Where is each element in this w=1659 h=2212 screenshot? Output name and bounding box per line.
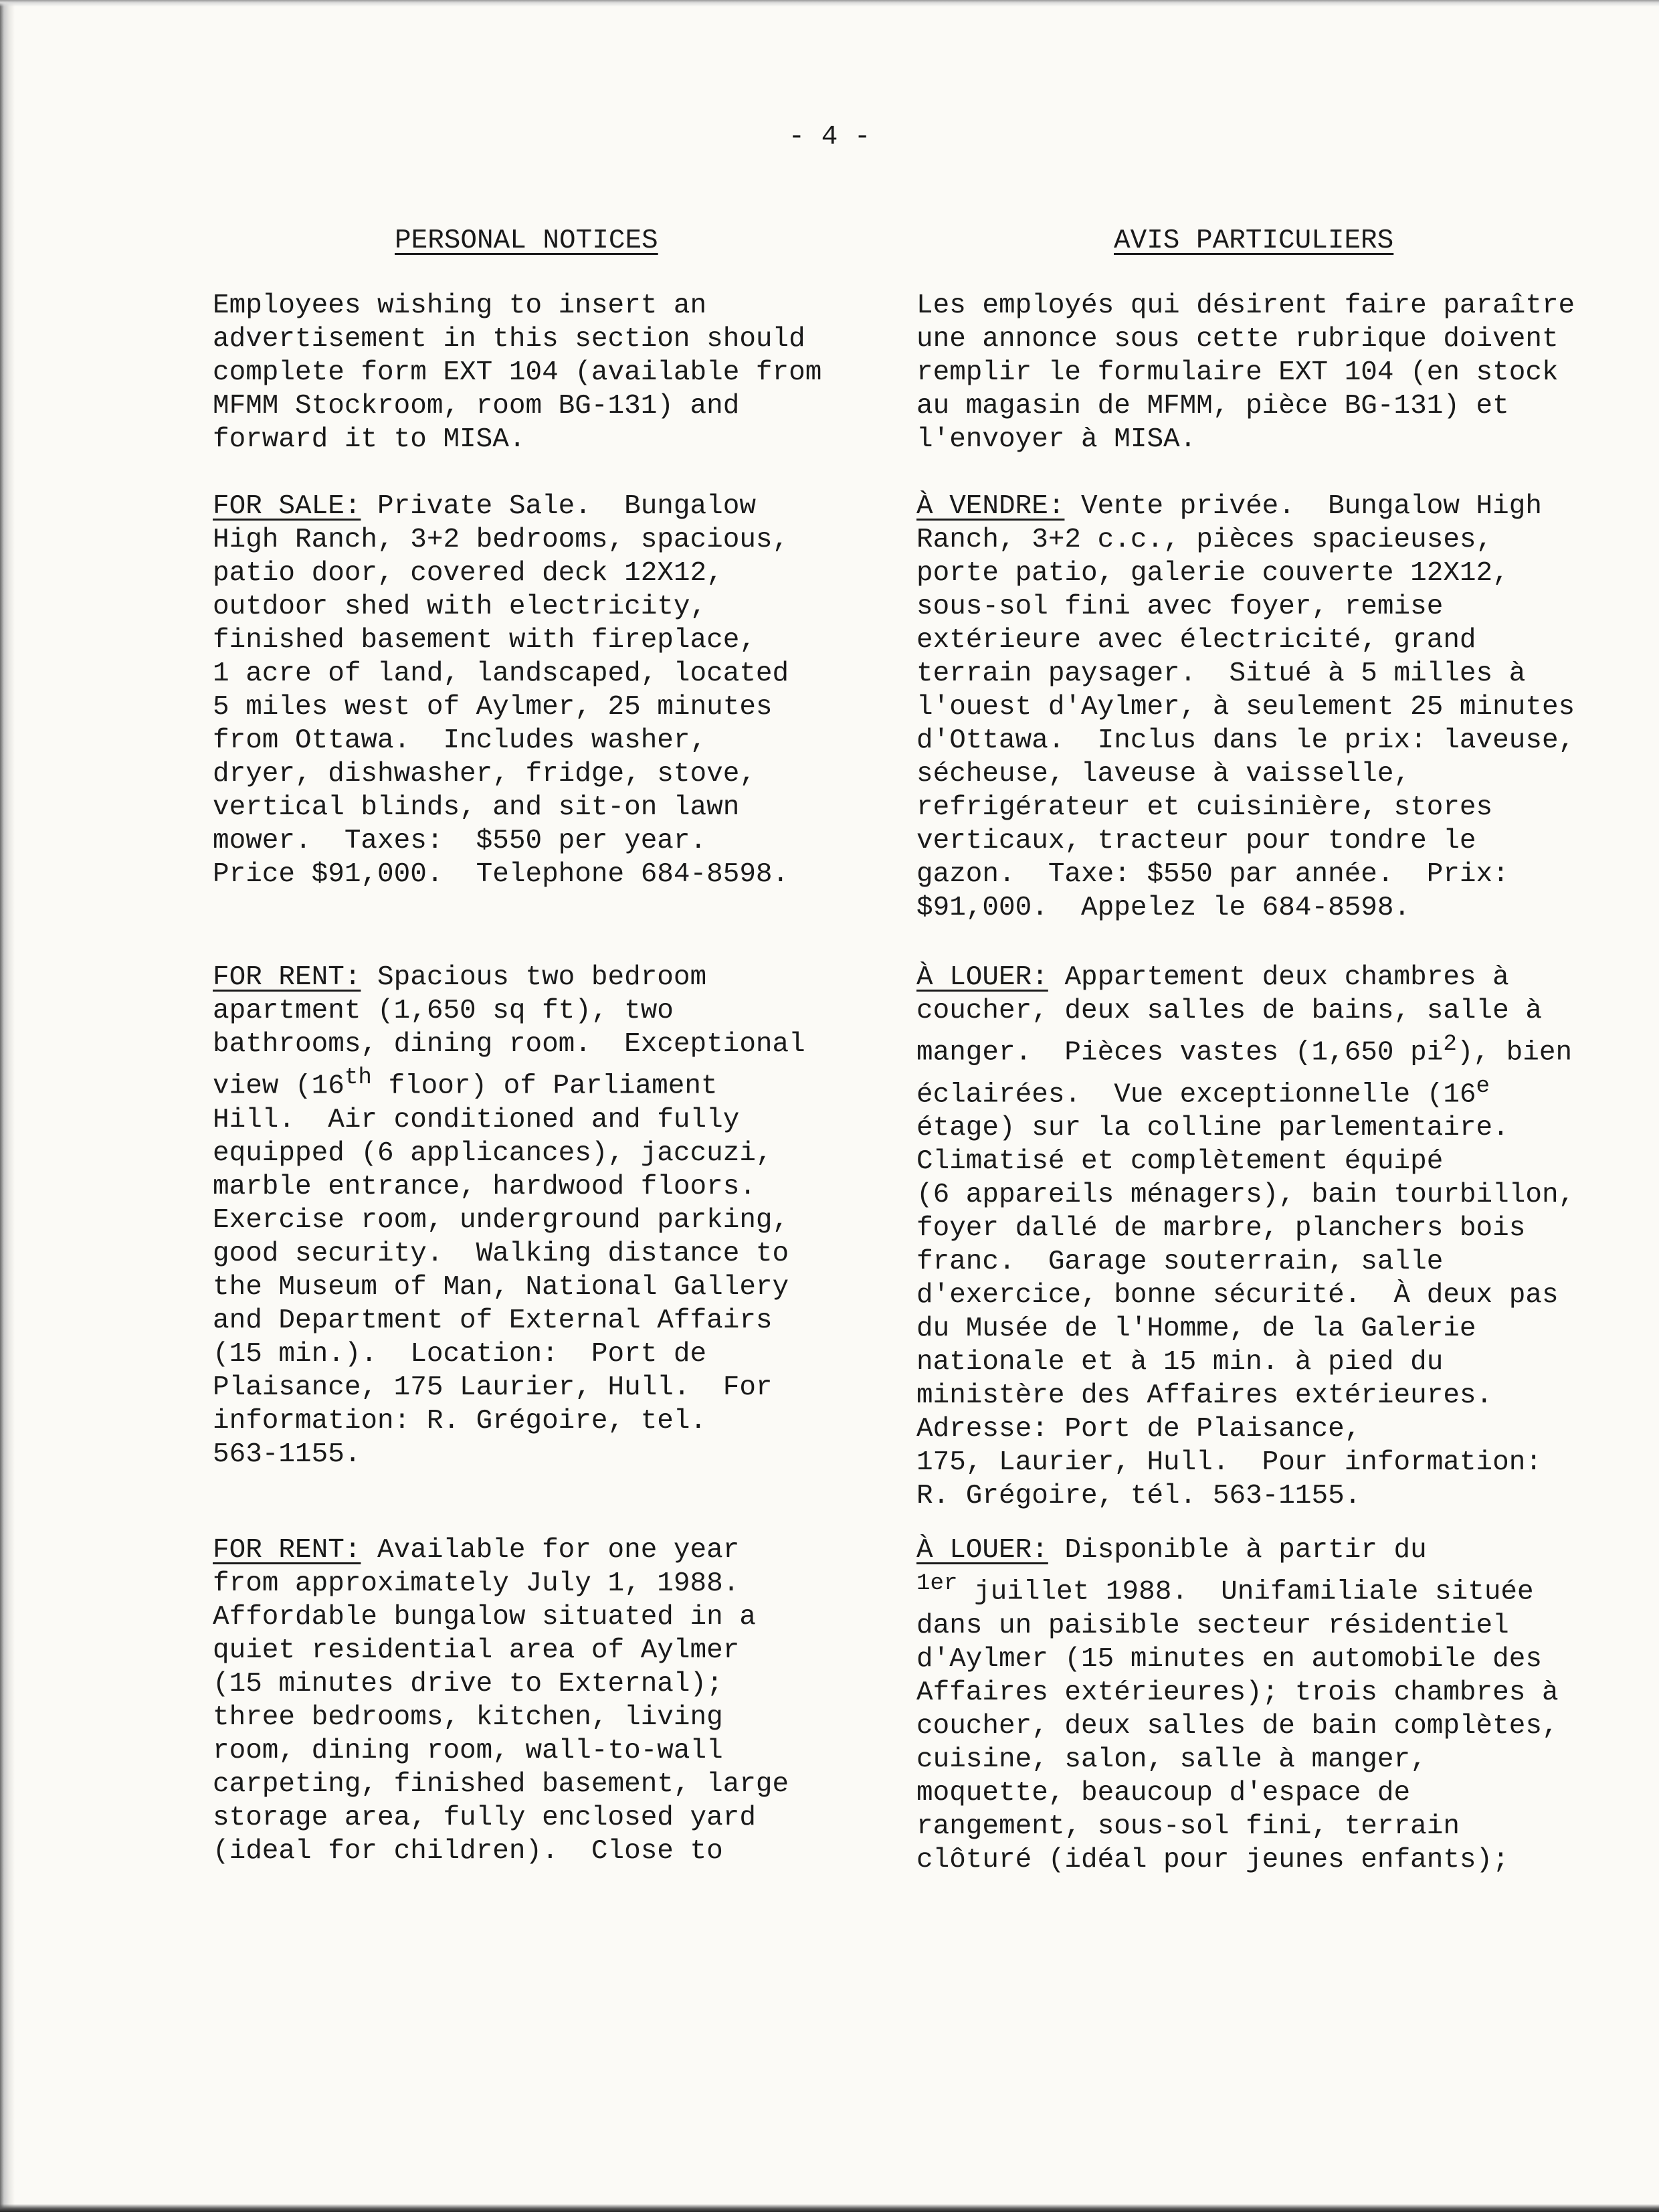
a-louer-text-2a: Disponible à partir du	[1064, 1535, 1427, 1566]
french-a-louer-notice-2	[916, 1534, 1619, 1877]
french-a-louer-notice-1	[916, 961, 1619, 1513]
page-edge-left	[0, 0, 15, 2212]
a-louer-text-1b: ), bien éclairées. Vue exceptionnelle (16	[916, 1037, 1573, 1111]
english-for-sale-notice	[213, 490, 882, 891]
a-vendre-text: Vente privée. Bungalow High Ranch, 3+2 c.c., pièces spacieuses, porte patio, galerie couverte 12X12, sous-sol fini avec foyer, remise extérieure avec électricité, grand terrain paysager. Situé à 5 milles à l'ouest d'Aylmer, à seulement 25 minutes d'Ottawa. Inclus dans le prix: laveuse, sécheuse, laveuse à vaisselle, refrigérateur et cuisinière, stores verticaux, tracteur pour tondre le gazon. Taxe: $550 par année. Prix: $91,000. Appelez le 684-8598.	[916, 491, 1575, 923]
a-louer-label-1: À LOUER:	[916, 962, 1048, 993]
for-sale-text: Private Sale. Bungalow High Ranch, 3+2 bedrooms, spacious, patio door, covered deck 12X12, outdoor shed with electricity, finished basement with fireplace, 1 acre of land, landscaped, located 5 miles west of Aylmer, 25 minutes from Ottawa. Includes washer, dryer, dishwasher, fridge, stove, vertical blinds, and sit-on lawn mower. Taxes: $550 per year. Price $91,000. Telephone 684-8598.	[213, 491, 789, 890]
heading-avis-particuliers: AVIS PARTICULIERS	[1114, 225, 1394, 256]
for-rent-text-1a: Spacious two bedroom apartment (1,650 sq ft), two bathrooms, dining room. Exceptional view (16	[213, 962, 805, 1102]
a-louer-text-2b: juillet 1988. Unifamiliale située dans un paisible secteur résidentiel d'Aylmer (15 minutes en automobile des Affaires extérieures); trois chambres à coucher, deux salles de bain complètes, cuisine, salon, salle à manger, moquette, beaucoup d'espace de rangement, sous-sol fini, terrain clôturé (idéal pour jeunes enfants);	[916, 1576, 1559, 1875]
english-intro-text: Employees wishing to insert an advertisement in this section should complete form EXT 104 (available from MFMM Stockroom, room BG-131) and forward it to MISA.	[213, 290, 822, 455]
french-a-vendre-notice	[916, 490, 1619, 925]
french-intro-text: Les employés qui désirent faire paraître une annonce sous cette rubrique doivent remplir le formulaire EXT 104 (en stock au magasin de MFMM, pièce BG-131) et l'envoyer à MISA.	[916, 290, 1575, 455]
a-louer-text-1c: étage) sur la colline parlementaire. Climatisé et complètement équipé (6 appareils ménagers), bain tourbillon, foyer dallé de marbre, planchers bois franc. Garage souterrain, salle d'exercice, bonne sécurité. À deux pas du Musée de l'Homme, de la Galerie nationale et à 15 min. à pied du ministère des Affaires extérieures. Adresse: Port de Plaisance, 175, Laurier, Hull. Pour information: R. Grégoire, tél. 563-1155.	[916, 1113, 1575, 1512]
a-louer-text-1a: Appartement deux chambres à coucher, deux salles de bains, salle à manger. Pièces vastes (1,650 pi	[916, 962, 1542, 1069]
for-rent-text-1b: floor) of Parliament Hill. Air conditioned and fully equipped (6 applicances), jaccuzi, marble entrance, hardwood floors. Exercise room, underground parking, good security. Walking distance to the Museum of Man, National Gallery and Department of External Affairs (15 min.). Location: Port de Plaisance, 175 Laurier, Hull. For information: R. Grégoire, tel. 563-1155.	[213, 1071, 789, 1470]
for-rent-label-2: FOR RENT:	[213, 1535, 361, 1566]
page-number: - 4 -	[788, 122, 871, 153]
a-vendre-label: À VENDRE:	[916, 491, 1065, 522]
a-louer-superscript-2: 2	[1443, 1032, 1457, 1057]
page-edge-bottom	[0, 2204, 1659, 2212]
english-intro	[213, 289, 882, 456]
for-rent-superscript-th: th	[344, 1065, 372, 1091]
for-rent-text-2: Available for one year from approximately July 1, 1988. Affordable bungalow situated in a quiet residential area of Aylmer (15 minutes drive to External); three bedrooms, kitchen, living room, dining room, wall-to-wall carpeting, finished basement, large storage area, fully enclosed yard (ideal for children). Close to	[213, 1535, 789, 1867]
english-for-rent-notice-1	[213, 961, 882, 1471]
for-rent-label-1: FOR RENT:	[213, 962, 361, 993]
english-for-rent-notice-2	[213, 1534, 882, 1868]
french-intro	[916, 289, 1619, 456]
heading-personal-notices: PERSONAL NOTICES	[395, 225, 658, 256]
a-louer-label-2: À LOUER:	[916, 1535, 1048, 1566]
page-edge-top	[0, 0, 1659, 7]
a-louer-superscript-e: e	[1476, 1073, 1490, 1099]
for-sale-label: FOR SALE:	[213, 491, 361, 522]
a-louer-superscript-1er: 1er	[916, 1571, 958, 1596]
